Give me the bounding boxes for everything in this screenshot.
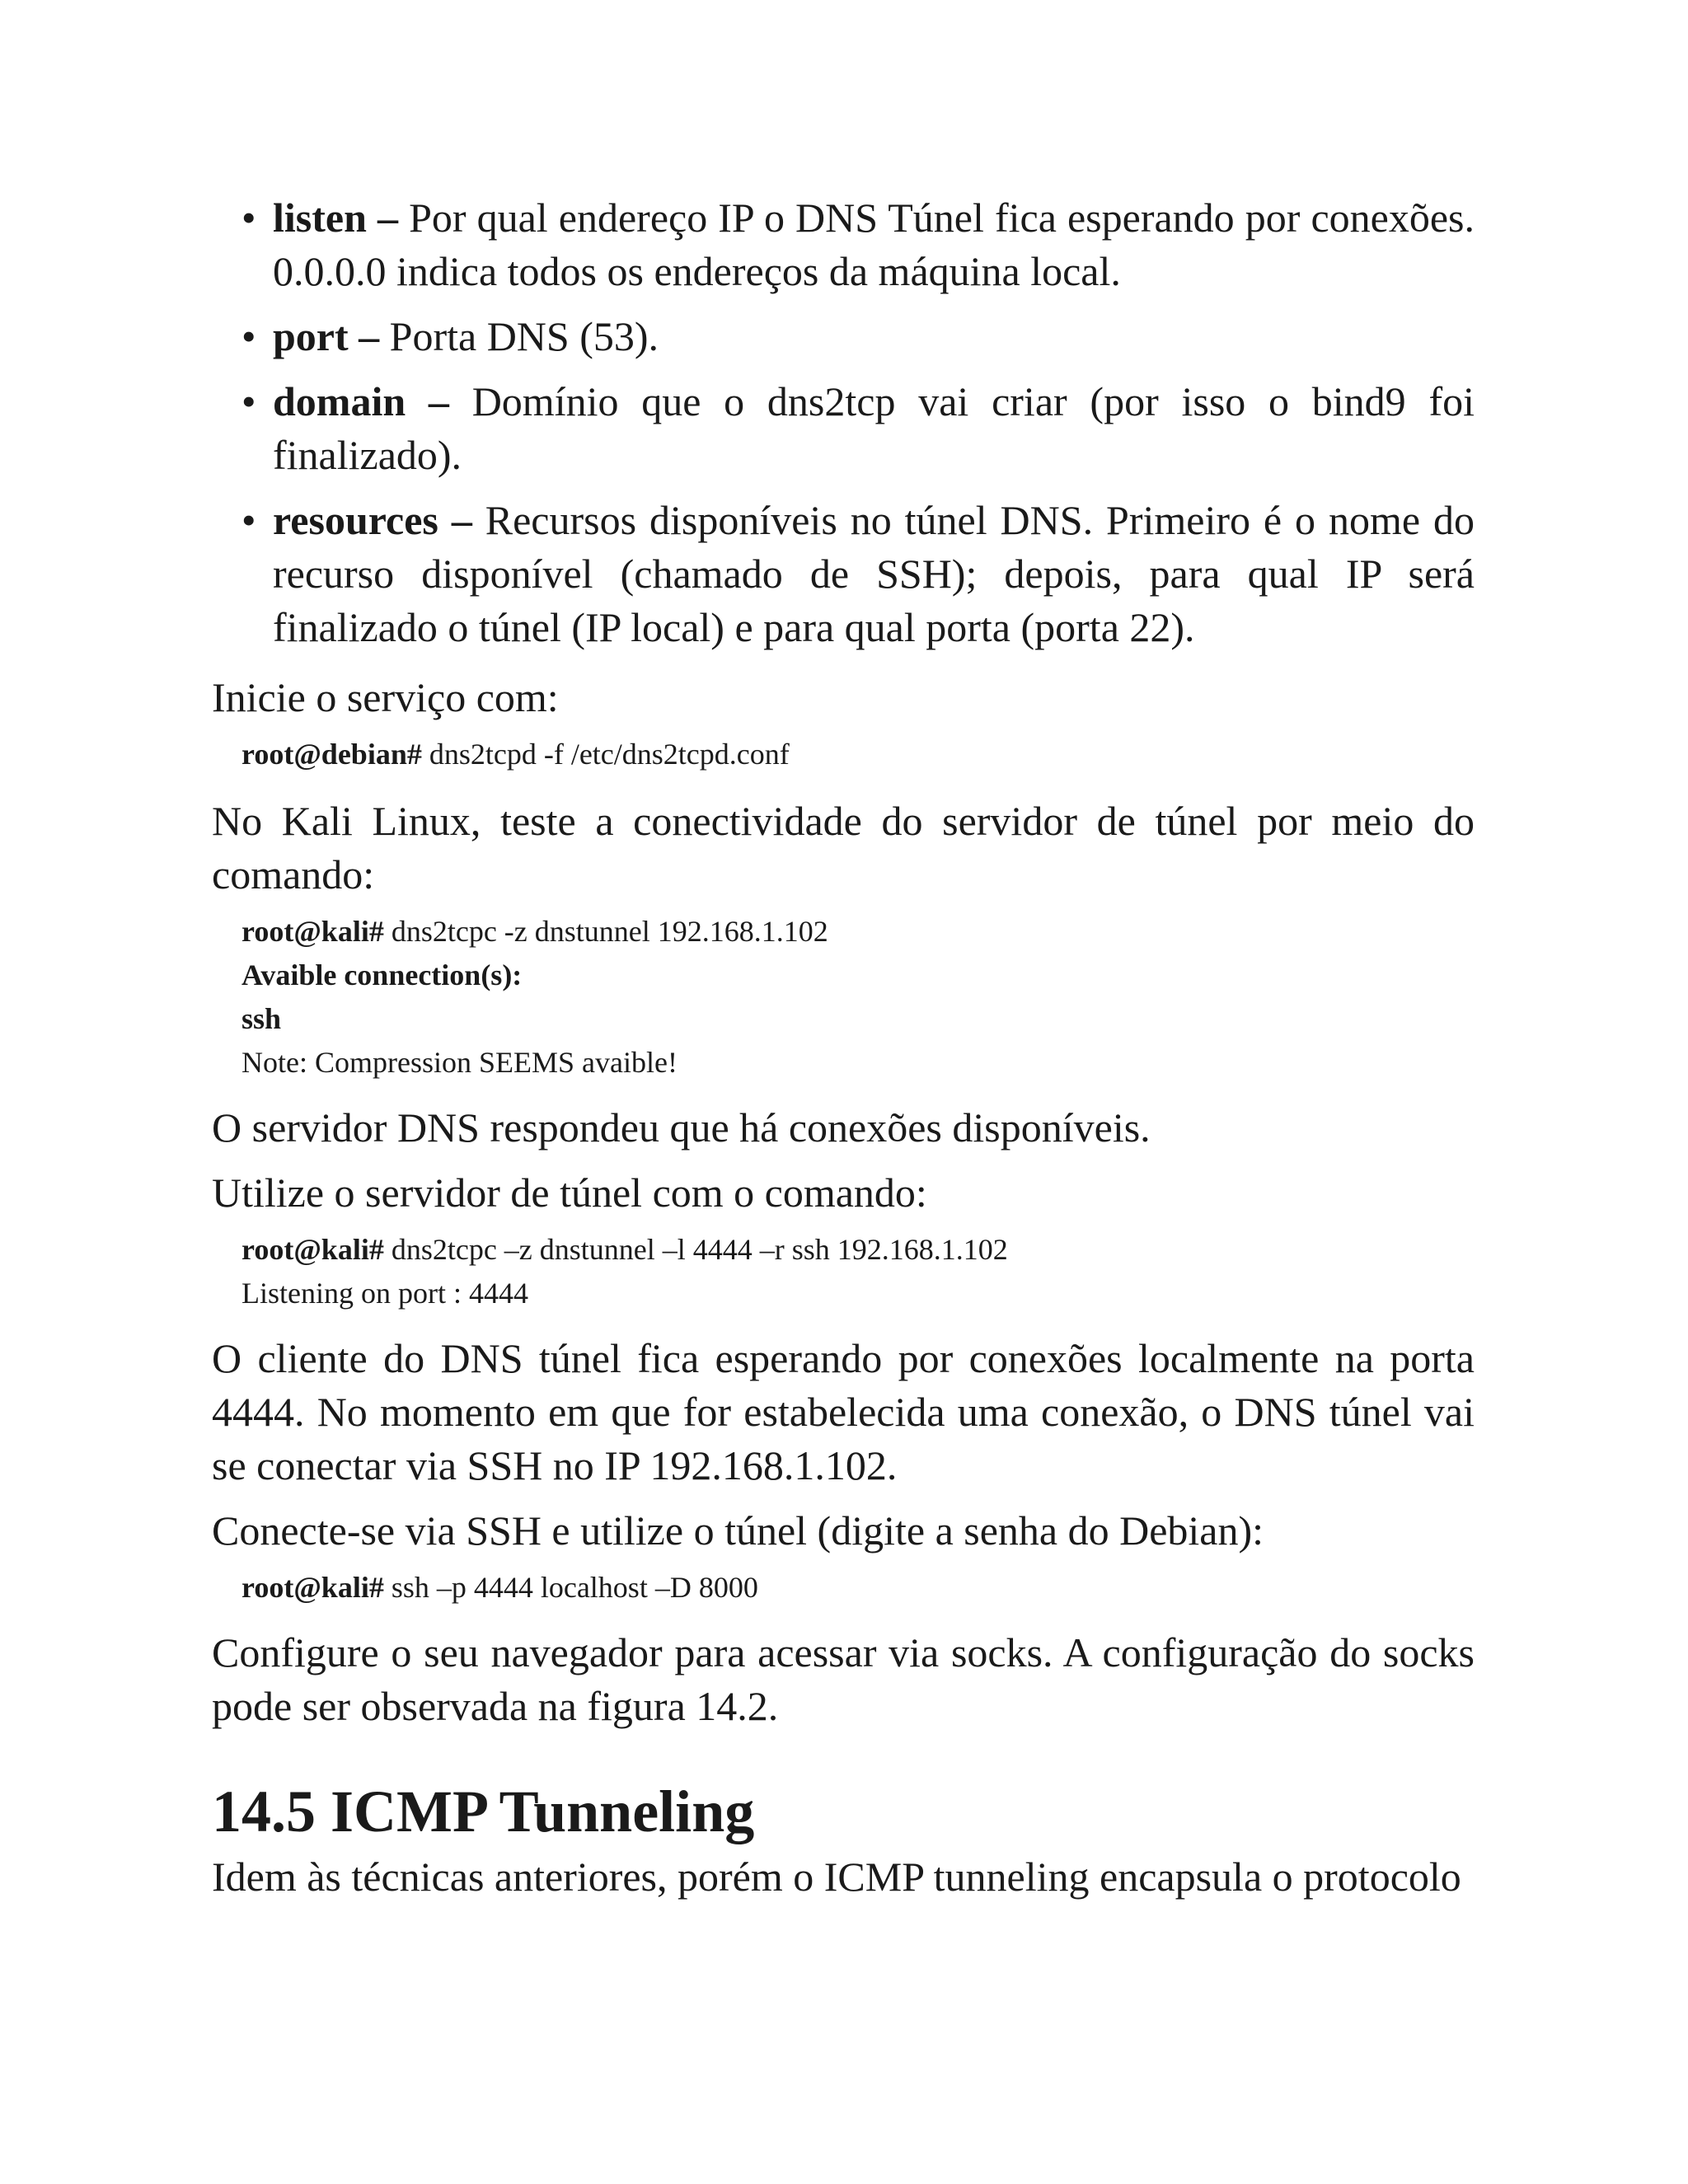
term-separator: –: [366, 194, 410, 241]
definition: Por qual endereço IP o DNS Túnel fica esperando por conexões. 0.0.0.0 indica todos os endereços da máquina local.: [273, 194, 1475, 294]
code-block: [241, 1228, 1475, 1315]
paragraph: Idem às técnicas anteriores, porém o ICMP tunneling encapsula o protocolo: [212, 1854, 1461, 1900]
command: ssh –p 4444 localhost –D 8000: [383, 1571, 758, 1604]
term-separator: –: [406, 378, 472, 424]
paragraph: Configure o seu navegador para acessar via socks. A configuração do socks pode ser observada na figura 14.2.: [212, 1629, 1475, 1729]
code-output: [241, 954, 1475, 997]
paragraph: Inicie o serviço com:: [212, 674, 559, 720]
command: dns2tcpc -z dnstunnel 192.168.1.102: [383, 915, 828, 948]
definition: Recursos disponíveis no túnel DNS. Primeiro é o nome do recurso disponível (chamado de SSH); depois, para qual IP será finalizado o túnel (IP local) e para qual porta (porta 22).: [273, 497, 1475, 650]
list-item-listen: [241, 191, 1475, 298]
term: resources: [273, 497, 438, 543]
code-line: [241, 1566, 1475, 1610]
term: listen: [273, 194, 367, 241]
document-page: [212, 191, 1475, 1904]
command: dns2tcpd -f /etc/dns2tcpd.conf: [421, 738, 790, 771]
term-separator: –: [438, 497, 485, 543]
definition: Porta DNS (53).: [389, 313, 659, 359]
code-output: Listening on port : 4444: [241, 1277, 528, 1310]
definition: Domínio que o dns2tcp vai criar (por isso o bind9 foi finalizado).: [273, 378, 1475, 478]
list-item-resources: [241, 494, 1475, 654]
paragraph: O cliente do DNS túnel fica esperando por conexões localmente na porta 4444. No momento em que for estabelecida uma conexão, o DNS túnel vai se conectar via SSH no IP 192.168.1.102.: [212, 1335, 1475, 1488]
output-text: Avaible connection(s):: [241, 958, 523, 991]
shell-prompt: root@kali#: [241, 915, 384, 948]
option-list: [241, 191, 1475, 654]
bullet-icon: •: [241, 497, 256, 543]
paragraph: Utilize o servidor de túnel com o comando:: [212, 1169, 927, 1216]
term: domain: [273, 378, 406, 424]
bullet-icon: •: [241, 313, 256, 359]
command: dns2tcpc –z dnstunnel –l 4444 –r ssh 192.168.1.102: [383, 1233, 1008, 1266]
code-output: [241, 997, 1475, 1041]
code-output: Note: Compression SEEMS avaible!: [241, 1046, 678, 1079]
code-line: [241, 1228, 1475, 1272]
paragraph: No Kali Linux, teste a conectividade do servidor de túnel por meio do comando:: [212, 798, 1475, 898]
section-heading: 14.5 ICMP Tunneling: [212, 1779, 755, 1844]
code-block: [241, 733, 1475, 776]
list-item-domain: [241, 375, 1475, 482]
code-line: [241, 910, 1475, 954]
bullet-icon: •: [241, 194, 256, 241]
output-text: ssh: [241, 1002, 282, 1035]
term: port: [273, 313, 349, 359]
shell-prompt: root@kali#: [241, 1571, 384, 1604]
shell-prompt: root@kali#: [241, 1233, 384, 1266]
code-block: [241, 910, 1475, 1085]
bullet-icon: •: [241, 378, 256, 424]
code-block: [241, 1566, 1475, 1610]
shell-prompt: root@debian#: [241, 738, 422, 771]
term-separator: –: [348, 313, 390, 359]
paragraph: O servidor DNS respondeu que há conexões disponíveis.: [212, 1104, 1151, 1151]
paragraph: Conecte-se via SSH e utilize o túnel (digite a senha do Debian):: [212, 1507, 1264, 1554]
code-line: [241, 733, 1475, 776]
list-item-port: [241, 310, 1475, 363]
